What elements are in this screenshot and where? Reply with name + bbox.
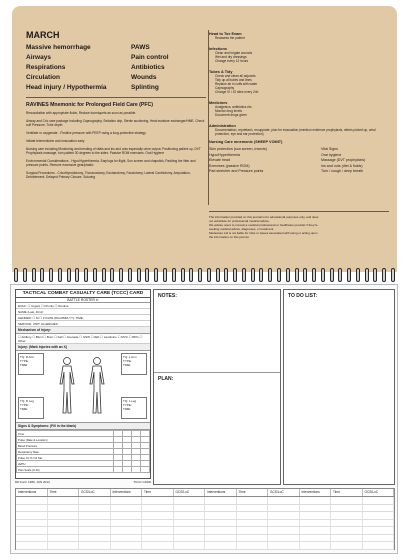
interventions-cell[interactable] [300,512,332,519]
todo-area[interactable] [283,289,395,485]
interventions-cell[interactable] [79,520,111,527]
tq-box[interactable] [18,397,44,419]
interventions-cell[interactable] [331,512,363,519]
march-item: Massive hemorrhage [26,44,91,51]
pfc-title: RAVINES Mnemonic for Prolonged Field Care (PFC) [26,102,154,108]
march-title: MARCH [26,30,60,40]
paws-title: PAWS [131,44,150,51]
injury-title: Injury: (Mark injuries with an X) [16,344,150,351]
nursing-item: Vital Signs [321,147,338,151]
interventions-header-cell: Time [237,489,269,496]
interventions-cell[interactable] [363,512,395,519]
tccc-card [15,289,151,479]
interventions-cell[interactable] [174,520,206,527]
tq-label: TQ: R Arm [20,355,35,359]
interventions-cell[interactable] [16,512,48,519]
interventions-body[interactable] [16,497,394,550]
section-title: Administration [209,124,236,128]
interventions-cell[interactable] [268,520,300,527]
interventions-cell[interactable] [16,505,48,512]
tq-field: TIME: [20,407,28,411]
card-label: TCCC CARD [133,480,151,484]
interventions-cell[interactable] [79,542,111,549]
spiral-coil [224,268,228,282]
notes-divider [154,372,280,373]
spiral-coil [330,268,334,282]
interventions-cell[interactable] [205,527,237,534]
interventions-cell[interactable] [237,535,269,542]
interventions-grid[interactable] [15,488,395,550]
tq-field: TYPE: [20,359,29,363]
interventions-cell[interactable] [174,505,206,512]
spiral-coil [102,268,106,282]
divider [26,97,206,98]
interventions-header-cell: GCS/LoC [174,489,206,496]
spiral-coil [49,268,53,282]
disclaimer-line: The information provided on this journal is for educational purposes only, and does [209,215,319,219]
interventions-header-cell: GCS/LoC [363,489,395,496]
spiral-coil [14,268,18,282]
disclaimer [209,211,389,239]
vitals-label: Pulse (Rate & Location) [17,437,114,443]
section-line: Analgesics, antibiotics etc. [215,105,253,109]
interventions-cell[interactable] [300,542,332,549]
nursing-item: Hypo/Hyperthermia [209,152,240,157]
interventions-cell[interactable] [363,527,395,534]
spiral-coil [128,268,132,282]
tq-field: TIME: [20,363,28,367]
spiral-coil [356,268,360,282]
interventions-cell[interactable] [237,512,269,519]
table-row[interactable] [17,467,150,473]
march-item: Airways [26,54,51,61]
pfc-item: Initiate telemedicine and evacuation early [26,139,85,143]
form-number: DD Form 1380, JUN 2014 [15,480,50,484]
tq-box[interactable] [121,397,147,419]
interventions-cell[interactable] [142,497,174,504]
interventions-cell[interactable] [111,520,143,527]
interventions-cell[interactable] [48,520,80,527]
disclaimer-line: Medestore Ltd is not liable for risks or issues associated with using or acting upon [209,231,318,235]
spiral-coil [181,268,185,282]
interventions-cell[interactable] [79,527,111,534]
interventions-cell[interactable] [300,535,332,542]
interventions-cell[interactable] [331,497,363,504]
section-title: Tubes & Tidy [209,70,233,74]
interventions-cell[interactable] [174,535,206,542]
interventions-cell[interactable] [48,512,80,519]
spiral-coil [163,268,167,282]
interventions-cell[interactable] [331,505,363,512]
pfc-item: Ventilate or oxygenate - Positive pressure with PEEP using a lung-protective strategy [26,131,146,135]
section-line: Capnography [215,86,235,90]
interventions-cell[interactable] [174,497,206,504]
interventions-cell[interactable] [174,527,206,534]
spiral-coil [154,268,158,282]
nursing-item: Exercises (passive ROM) [209,163,250,168]
body-back-figure [86,356,108,416]
interventions-cell[interactable] [268,527,300,534]
interventions-header [16,489,394,497]
evac-row[interactable]: EVAC: ☐ Urgent ☐ Priority ☐ Routine [16,303,150,309]
spiral-coil [189,268,193,282]
interventions-cell[interactable] [300,497,332,504]
interventions-row[interactable] [16,505,394,513]
spiral-coil [233,268,237,282]
interventions-row[interactable] [16,520,394,528]
spiral-coil [84,268,88,282]
nursing-item: Pad stretcher and Pressure points [209,169,264,173]
tq-field: TYPE: [123,359,132,363]
spiral-coil [365,268,369,282]
vitals-label: Respiratory Rate [17,449,114,455]
interventions-header-cell: Interventions [205,489,237,496]
interventions-header-cell: Time [48,489,80,496]
injury-diagram[interactable] [16,351,150,423]
paws-item: Antibiotics [131,64,165,71]
interventions-cell[interactable] [237,542,269,549]
spiral-coil [110,268,114,282]
interventions-cell[interactable] [205,505,237,512]
spiral-coil [242,268,246,282]
tq-box[interactable] [121,353,147,375]
tq-field: TYPE: [123,403,132,407]
interventions-cell[interactable] [268,512,300,519]
interventions-cell[interactable] [268,535,300,542]
todo-label: TO DO LIST: [288,293,318,299]
interventions-cell[interactable] [79,497,111,504]
interventions-header-cell: GCS/LoC [79,489,111,496]
interventions-row[interactable] [16,497,394,505]
interventions-cell[interactable] [205,535,237,542]
interventions-cell[interactable] [331,527,363,534]
march-item: Respirations [26,64,66,71]
tq-label: TQ: R Leg [20,399,34,403]
interventions-cell[interactable] [142,527,174,534]
spiral-coil [286,268,290,282]
interventions-cell[interactable] [79,505,111,512]
march-item: Head injury / Hypothermia [26,84,107,91]
interventions-cell[interactable] [363,520,395,527]
interventions-cell[interactable] [16,520,48,527]
interventions-cell[interactable] [237,527,269,534]
march-paws-grid [26,44,206,91]
tq-field: TYPE: [20,403,29,407]
section-line: Reassess the patient [215,36,245,40]
interventions-cell[interactable] [205,497,237,504]
nursing-item: Skin protection (sun screen, insects) [209,147,267,151]
interventions-header-cell: Time [142,489,174,496]
interventions-cell[interactable] [363,505,395,512]
interventions-cell[interactable] [174,512,206,519]
paws-item: Splinting [131,84,159,91]
left-column [26,30,206,183]
interventions-cell[interactable] [16,497,48,504]
interventions-cell[interactable] [142,520,174,527]
interventions-header-cell: Interventions [16,489,48,496]
spiral-binding [14,268,395,284]
section-line: Document drugs given [215,113,247,117]
interventions-row[interactable] [16,527,394,535]
interventions-cell[interactable] [111,527,143,534]
right-column [209,32,389,173]
interventions-cell[interactable] [331,535,363,542]
service-row[interactable]: SERVICE: UNIT: ALLERGIES: [16,321,150,327]
journal-page [10,284,398,554]
spiral-coil [295,268,299,282]
spiral-coil [251,268,255,282]
spiral-coil [312,268,316,282]
spiral-coil [259,268,263,282]
interventions-header-cell: Interventions [300,489,332,496]
spiral-coil [23,268,27,282]
disclaimer-line: seeking medical advice, diagnoses, or treatment. [209,227,275,231]
interventions-cell[interactable] [111,542,143,549]
section-line: Replace air in cuffs with water [215,82,258,86]
tccc-title: TACTICAL COMBAT CASUALTY CARE (TCCC) CARD [16,290,150,298]
interventions-cell[interactable] [331,542,363,549]
section-line: Wet and dry dressings [215,55,247,59]
vitals-label: Pulse Ox % O2 Sat [17,455,114,461]
section-line: Change every 12 hours [215,59,249,63]
interventions-cell[interactable] [142,542,174,549]
pfc-item: Surgical Procedures - Cricothyroidotomy, Thoracostomy, Escharotomy, Fasciotomy, Lateral Canthotomy, Amputation, Debridement, Delayed Primary Closure, Suturing [26,171,191,179]
spiral-coil [338,268,342,282]
section-line: Documentation, reprietach, reoupprate, plan for evacuation (mention evidence prophylaxis, debris picked up, wind protection, eye and ear protection) [215,128,376,136]
interventions-cell[interactable] [48,527,80,534]
spiral-coil [32,268,36,282]
interventions-header-cell: Time [331,489,363,496]
spiral-coil [303,268,307,282]
vitals-label: Time [17,431,114,437]
spiral-coil [93,268,97,282]
interventions-cell[interactable] [142,505,174,512]
pfc-item: Resuscitation with appropriate fluids, Reduce tourniquets as soon as possible. [26,111,137,115]
spiral-coil [40,268,44,282]
spiral-coil [382,268,386,282]
vitals-label: Blood Pressure [17,443,114,449]
section-line: Clean and irrigate wounds [215,51,253,55]
interventions-cell[interactable] [111,535,143,542]
nursing-item: Massage (DVT prophylaxis) [321,158,366,162]
tq-box[interactable] [18,353,44,375]
tccc-footer [15,480,151,484]
interventions-cell[interactable] [300,527,332,534]
section-title: Infections [209,47,227,51]
section-line: Tidy up all tubes and lines [215,78,252,82]
nursing-item: Elevate head [209,158,230,162]
interventions-row[interactable] [16,535,394,543]
spiral-coil [321,268,325,282]
interventions-cell[interactable] [16,527,48,534]
spiral-coil [373,268,377,282]
tq-label: TQ: L Leg [123,399,137,403]
spiral-coil [268,268,272,282]
nursing-item: Turn / cough / deep breath [321,169,364,173]
march-item: Circulation [26,74,60,81]
interventions-cell[interactable] [363,535,395,542]
spiral-coil [391,268,395,282]
spiral-coil [198,268,202,282]
interventions-row[interactable] [16,542,394,550]
interventions-cell[interactable] [237,497,269,504]
spiral-coil [75,268,79,282]
interventions-cell[interactable] [16,542,48,549]
section-line: Change IV / IO sites every 24h [215,90,259,94]
vitals-label: AVPU [17,461,114,467]
nursing-item: Oral hygiene [321,152,342,157]
nursing-title: Nursing Care mnemonic (SHEEP VOMIT) [209,140,283,144]
vitals-table [16,430,150,473]
pfc-item: Environmental Considerations - Hypo/Hyperthermia, Earplugs for flight, Sun screen and chapstick, Padding the litter and pressure points. Remove excessive gear/plastic [26,159,196,167]
interventions-cell[interactable] [300,505,332,512]
interventions-cell[interactable] [174,542,206,549]
interventions-cell[interactable] [205,512,237,519]
interventions-cell[interactable] [237,520,269,527]
section-line: Monitor drug levels [215,109,242,113]
spiral-coil [119,268,123,282]
interventions-cell[interactable] [48,505,80,512]
mechanism-options[interactable]: ☐ Artillery ☐ Blunt ☐ Burn ☐ Fall ☐ Grenade ☐ GSW ☐ IED ☐ Landmine ☐ MVC ☐ RPG ☐ Other: [16,334,150,344]
spiral-coil [216,268,220,282]
nursing-grid [209,147,389,173]
interventions-cell[interactable] [268,497,300,504]
pfc-item: Nursing care including Monitoring and trending of vitals and ins and outs especially urine output. Positioning patient up, DVT Prophylaxis massage, turn patient 30 degrees to the sides. Passive ROM exercises. Oral Hygiene [26,147,201,155]
section-title: Head to Toe Exam [209,32,242,36]
interventions-cell[interactable] [205,520,237,527]
interventions-cell[interactable] [16,535,48,542]
spiral-coil [145,268,149,282]
interventions-cell[interactable] [48,542,80,549]
interventions-cell[interactable] [363,542,395,549]
spiral-coil [137,268,141,282]
interventions-cell[interactable] [331,520,363,527]
spiral-coil [172,268,176,282]
tq-label: TQ: L Arm [123,355,137,359]
pfc-item: Airway and Cric care package including Capnography, Sedation drip, Sterile suctioning, Heat moisture exchanger/HME, Check cuff Pressure, Tube depth [26,119,205,127]
battle-roster: BATTLE ROSTER #: [16,298,150,303]
vitals-label: Pain Scale (0-10) [17,467,114,473]
interventions-cell[interactable] [205,542,237,549]
interventions-cell[interactable] [48,497,80,504]
tq-field: TIME: [123,363,131,367]
spiral-coil [207,268,211,282]
spiral-coil [58,268,62,282]
interventions-cell[interactable] [237,505,269,512]
nursing-item: Ins and outs (diet & fluids) [321,163,363,168]
interventions-cell[interactable] [142,512,174,519]
disclaimer-line: We advise users to consult a medical professional or healthcare provider if they're [209,223,318,227]
tq-field: TIME: [123,407,131,411]
spiral-coil [277,268,281,282]
interventions-cell[interactable] [111,497,143,504]
interventions-cell[interactable] [142,535,174,542]
interventions-cell[interactable] [79,512,111,519]
spiral-coil [67,268,71,282]
interventions-row[interactable] [16,512,394,520]
plan-label: PLAN: [158,376,174,382]
disclaimer-line: not substitute for professional medical advice. [209,219,270,223]
interventions-header-cell: Interventions [111,489,143,496]
signs-title: Signs & Symptoms: (Fill in the blank) [16,423,150,430]
interventions-cell[interactable] [268,542,300,549]
mechanism-title: Mechanism of Injury: [16,327,150,334]
interventions-cell[interactable] [268,505,300,512]
body-front-figure [56,356,78,416]
disclaimer-line: the information on this journal. [209,235,250,239]
section-title: Medicines [209,101,228,105]
spiral-coil [347,268,351,282]
interventions-cell[interactable] [111,505,143,512]
notes-area[interactable] [153,289,281,485]
name-row[interactable]: NAME (Last, First): [16,309,150,315]
gender-row[interactable]: GENDER: ☐ M ☐ F DATE (DD-MMM-YY): TIME: [16,315,150,321]
section-line: Check and clean all adjuncts [215,74,256,78]
interventions-cell[interactable] [48,535,80,542]
interventions-cell[interactable] [79,535,111,542]
reference-page [12,6,397,272]
paws-item: Wounds [131,74,157,81]
paws-item: Pain control [131,54,169,61]
interventions-cell[interactable] [111,512,143,519]
notes-label: NOTES: [158,293,177,299]
interventions-cell[interactable] [363,497,395,504]
interventions-cell[interactable] [300,520,332,527]
interventions-header-cell: GCS/LoC [268,489,300,496]
